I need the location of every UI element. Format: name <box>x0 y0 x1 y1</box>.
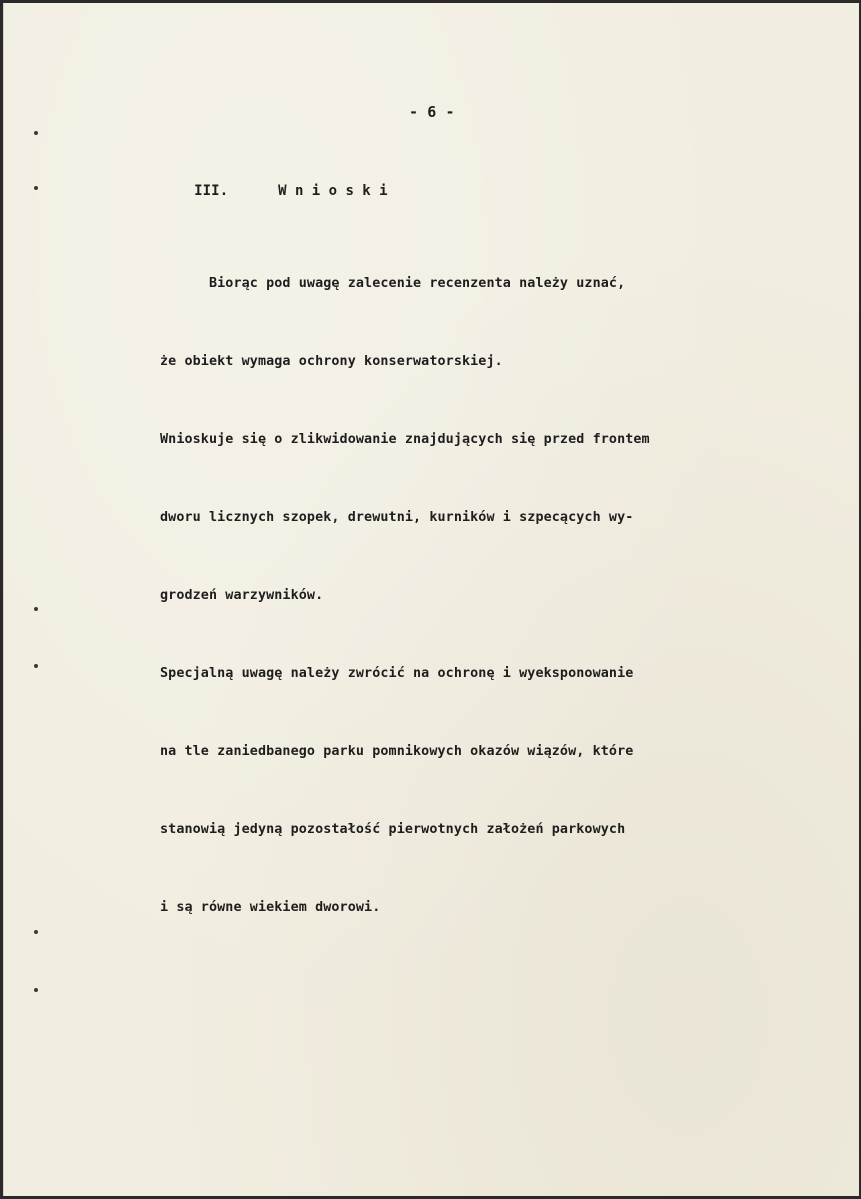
binding-mark <box>34 131 38 135</box>
text-line: stanowią jedyną pozostałość pierwotnych założeń parkowych <box>160 822 626 837</box>
page-number: - 6 - <box>409 103 455 121</box>
binding-mark <box>34 664 38 668</box>
text-line: Specjalną uwagę należy zwrócić na ochronę i wyeksponowanie <box>160 666 634 681</box>
binding-mark <box>34 930 38 934</box>
document-page <box>3 3 859 1196</box>
text-line: Biorąc pod uwagę zalecenie recenzenta należy uznać, <box>160 276 626 291</box>
text-line: grodzeń warzywników. <box>160 588 324 603</box>
text-line: na tle zaniedbanego parku pomnikowych okazów wiązów, które <box>160 744 634 759</box>
text-line: dworu licznych szopek, drewutni, kurników i szpecących wy- <box>160 510 634 525</box>
text-line: że obiekt wymaga ochrony konserwatorskiej. <box>160 354 503 369</box>
text-line: Wnioskuje się o zlikwidowanie znajdujących się przed frontem <box>160 432 650 447</box>
section-numeral: III. <box>194 183 229 199</box>
section-title: Wnioski <box>278 183 396 199</box>
body-text <box>160 219 650 973</box>
section-heading <box>160 167 396 215</box>
binding-mark <box>34 186 38 190</box>
text-line: i są równe wiekiem dworowi. <box>160 900 381 915</box>
binding-mark <box>34 607 38 611</box>
binding-mark <box>34 988 38 992</box>
